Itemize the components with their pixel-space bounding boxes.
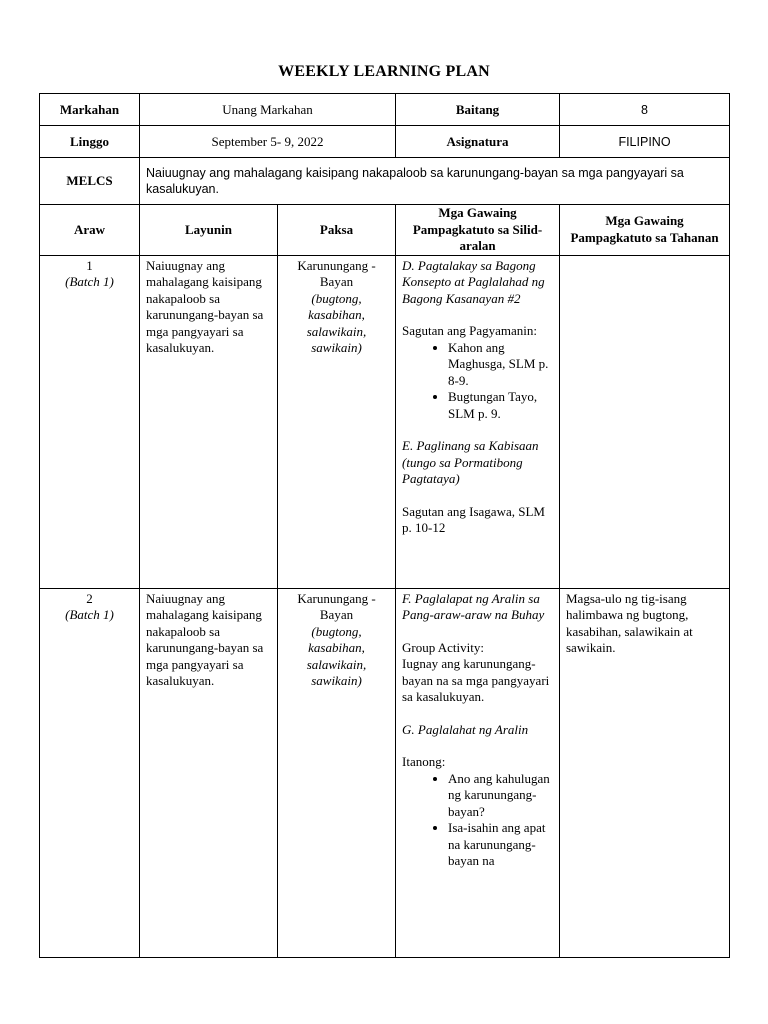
instruction-pagyamanin: Sagutan ang Pagyamanin: <box>402 323 538 338</box>
step-d-heading: D. Pagtalakay sa Bagong Konsepto at Paglalahad ng Bagong Kasanayan #2 <box>402 257 545 306</box>
day-number: 2 <box>86 590 93 606</box>
header-row-melcs <box>40 158 730 205</box>
header-row-markahan <box>40 94 730 126</box>
group-activity-text: Iugnay ang karunungang-bayan na sa mga pangyayari sa kasalukuyan. <box>402 656 550 704</box>
col-paksa: Paksa <box>278 205 396 256</box>
paksa-main: Karunungang -Bayan <box>297 590 376 622</box>
plan-header-row <box>40 205 730 256</box>
itanong-label: Itanong: <box>402 754 446 769</box>
col-silid-aralan: Mga Gawaing Pampagkatuto sa Silid-aralan <box>396 205 560 256</box>
layunin-cell: Naiuugnay ang mahalagang kaisipang nakapaloob sa karunungang-bayan sa mga pangyayari sa kasalukuyan. <box>140 588 278 957</box>
document-title: WEEKLY LEARNING PLAN <box>278 63 490 80</box>
activity-list <box>402 340 553 423</box>
baitang-label: Baitang <box>396 94 560 126</box>
batch-label: (Batch 1) <box>65 607 114 622</box>
list-item: • Isa-isahin ang apat na karunungang-bayan na <box>448 820 553 870</box>
step-e-heading: E. Paglinang sa Kabisaan <box>402 438 539 453</box>
baitang-value: 8 <box>560 94 730 126</box>
list-item: • Kahon ang Maghusga, SLM p. 8-9. <box>448 340 553 390</box>
paksa-main: Karunungang -Bayan <box>297 257 376 289</box>
paksa-sub: (bugtong, kasabihan, salawikain, sawikain) <box>306 290 367 355</box>
step-g-heading: G. Paglalahat ng Aralin <box>402 721 529 737</box>
group-activity-label: Group Activity: <box>402 639 484 655</box>
asignatura-value: FILIPINO <box>560 126 730 158</box>
col-tahanan: Mga Gawaing Pampagkatuto sa Tahanan <box>560 205 730 256</box>
linggo-value: September 5- 9, 2022 <box>140 126 396 158</box>
col-araw: Araw <box>40 205 140 256</box>
paksa-cell <box>278 588 396 957</box>
table-row <box>40 588 730 957</box>
question-list <box>402 771 553 870</box>
plan-table <box>39 204 730 958</box>
tahanan-cell: Magsa-ulo ng tig-isang halimbawa ng bugtong, kasabihan, salawikain at sawikain. <box>560 588 730 957</box>
step-e-sub: (tungo sa Pormatibong Pagtataya) <box>402 454 523 486</box>
linggo-label: Linggo <box>40 126 140 158</box>
melcs-label: MELCS <box>40 158 140 205</box>
col-layunin: Layunin <box>140 205 278 256</box>
table-row <box>40 255 730 588</box>
paksa-cell <box>278 255 396 588</box>
asignatura-label: Asignatura <box>396 126 560 158</box>
silid-aralan-cell <box>396 588 560 957</box>
header-table <box>39 93 730 205</box>
instruction-isagawa: Sagutan ang Isagawa, SLM p. 10-12 <box>402 503 545 535</box>
markahan-label: Markahan <box>40 94 140 126</box>
day-cell <box>40 588 140 957</box>
header-row-linggo <box>40 126 730 158</box>
layunin-cell: Naiuugnay ang mahalagang kaisipang nakapaloob sa karunungang-bayan sa mga pangyayari sa kasalukuyan. <box>140 255 278 588</box>
tahanan-cell <box>560 255 730 588</box>
list-item: • Ano ang kahulugan ng karunungang-bayan? <box>448 771 553 821</box>
day-number: 1 <box>86 257 93 273</box>
melcs-value: Naiuugnay ang mahalagang kaisipang nakapaloob sa karunungang-bayan sa mga pangyayari sa kasalukuyan. <box>140 158 730 205</box>
paksa-sub: (bugtong, kasabihan, salawikain, sawikain) <box>306 623 367 688</box>
step-f-heading: F. Paglalapat ng Aralin sa Pang-araw-araw na Buhay <box>402 590 545 622</box>
day-cell <box>40 255 140 588</box>
batch-label: (Batch 1) <box>65 274 114 289</box>
markahan-value: Unang Markahan <box>140 94 396 126</box>
list-item: • Bugtungan Tayo, SLM p. 9. <box>448 389 553 422</box>
silid-aralan-cell <box>396 255 560 588</box>
